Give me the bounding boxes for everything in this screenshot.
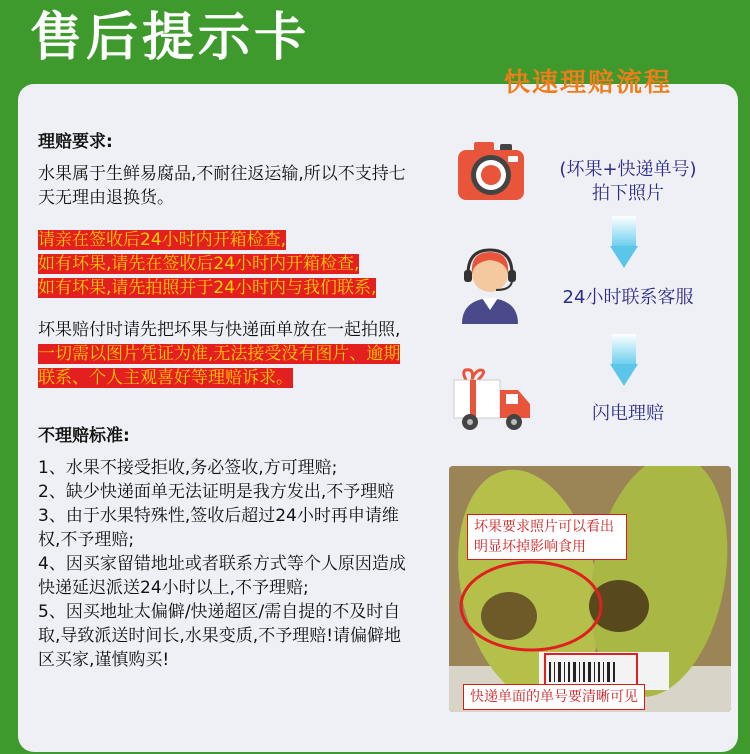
damaged-fruit-photo — [449, 466, 731, 712]
camera-icon — [456, 140, 526, 202]
requirements-text: 水果属于生鲜易腐品,不耐往返运输,所以不支持七天无理由退换货。 — [38, 164, 406, 208]
highlight-line-1: 请亲在签收后24小时内开箱检查, — [38, 230, 287, 250]
step3-label: 闪电理赔 — [592, 403, 664, 424]
page-title: 售后提示卡 — [30, 8, 311, 68]
photo-note-bottom: 快递单面的单号要清晰可见 — [463, 684, 645, 710]
highlight-block — [38, 228, 408, 300]
photo-note-top: 坏果要求照片可以看出明显坏掉影响食用 — [467, 514, 627, 560]
no-claim-item: 2、缺少快递面单无法证明是我方发出,不予理赔 — [38, 482, 395, 502]
no-claim-item: 3、由于水果特殊性,签收后超过24小时再申请维权,不予理赔; — [38, 506, 399, 550]
highlight-line-2: 如有坏果,请先在签收后24小时内开箱检查, — [38, 254, 360, 274]
requirements-heading: 理赔要求: — [38, 132, 113, 152]
flow-title: 快速理赔流程 — [503, 68, 672, 98]
evidence-highlight: 一切需以图片凭证为准,无法接受没有图片、逾期联系、个人主观喜好等理赔诉求。 — [38, 344, 401, 388]
title-bar — [0, 0, 380, 80]
evidence-text: 坏果赔付时请先把坏果与快递面单放在一起拍照, — [38, 320, 401, 340]
flow-arrow-1 — [610, 216, 638, 268]
left-column — [38, 130, 408, 672]
highlight-line-3: 如有坏果,请先拍照并于24小时内与我们联系, — [38, 278, 377, 298]
no-claim-list — [38, 456, 408, 672]
step1-line2: 拍下照片 — [592, 183, 664, 204]
step2-label: 24小时联系客服 — [562, 287, 694, 308]
no-claim-item: 1、水果不接受拒收,务必签收,方可理赔; — [38, 458, 338, 478]
no-claim-item: 4、因买家留错地址或者联系方式等个人原因造成快递延迟派送24小时以上,不予理赔; — [38, 554, 406, 598]
evidence-paragraph — [38, 318, 408, 390]
flow-arrow-2 — [610, 334, 638, 386]
delivery-truck-icon — [452, 366, 534, 434]
no-claim-heading: 不理赔标准: — [38, 426, 130, 446]
no-claim-item: 5、因买地址太偏僻/快递超区/需自提的不及时自取,导致派送时间长,水果变质,不予理赔!请偏僻地区买家,谨慎购买! — [38, 602, 402, 670]
step1-label — [538, 158, 718, 206]
step1-line1: (坏果+快递单号) — [559, 159, 697, 180]
customer-service-icon — [452, 244, 528, 324]
